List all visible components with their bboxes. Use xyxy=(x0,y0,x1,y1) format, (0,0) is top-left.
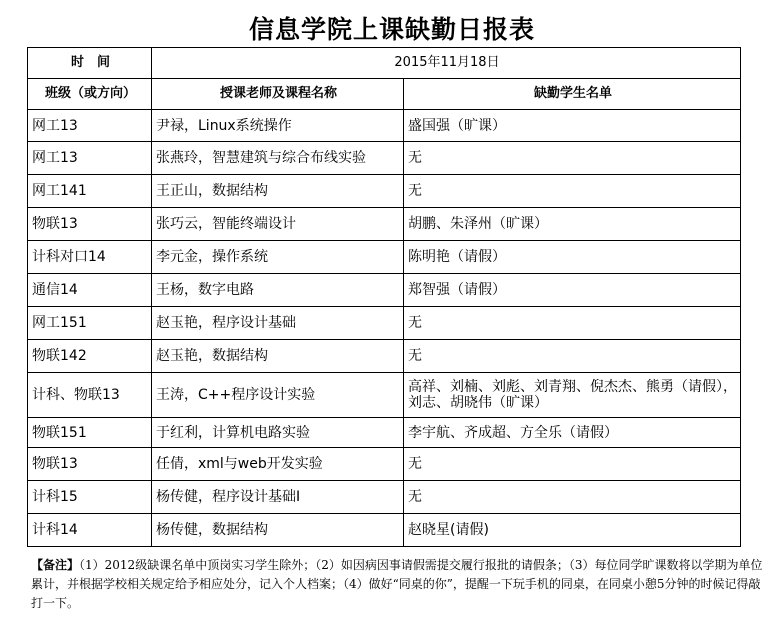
table-row xyxy=(28,208,741,241)
table-row xyxy=(28,175,741,208)
row-class-cell: 网工151 xyxy=(28,307,152,340)
table-row xyxy=(28,142,741,175)
teacher-course-header: 授课老师及课程名称 xyxy=(152,79,404,110)
remarks-label: 【备注】 xyxy=(31,558,80,572)
absent-header: 缺勤学生名单 xyxy=(404,79,741,110)
row-class-cell: 计科15 xyxy=(28,481,152,514)
row-absent-cell: 无 xyxy=(404,340,741,373)
table-row xyxy=(28,274,741,307)
table-row xyxy=(28,514,741,547)
remarks xyxy=(31,556,766,613)
row-class-cell: 物联13 xyxy=(28,448,152,481)
row-absent-cell: 郑智强（请假） xyxy=(404,274,741,307)
row-absent-cell: 无 xyxy=(404,142,741,175)
row-teacher-course-cell: 赵玉艳，程序设计基础 xyxy=(152,307,404,340)
row-class-cell: 物联151 xyxy=(28,418,152,448)
table-row xyxy=(28,481,741,514)
table-row xyxy=(28,340,741,373)
table-row xyxy=(28,110,741,142)
row-teacher-course-cell: 张巧云，智能终端设计 xyxy=(152,208,404,241)
table-row xyxy=(28,307,741,340)
time-row xyxy=(28,48,741,79)
row-absent-cell: 李宇航、齐成超、方全乐（请假） xyxy=(404,418,741,448)
row-teacher-course-cell: 赵玉艳，数据结构 xyxy=(152,340,404,373)
class-header: 班级（或方向） xyxy=(28,79,152,110)
row-class-cell: 网工13 xyxy=(28,110,152,142)
row-absent-cell: 无 xyxy=(404,307,741,340)
row-absent-cell: 无 xyxy=(404,448,741,481)
time-label: 时 间 xyxy=(28,48,152,79)
row-class-cell: 计科14 xyxy=(28,514,152,547)
row-absent-cell: 无 xyxy=(404,481,741,514)
table-row xyxy=(28,448,741,481)
row-absent-cell: 胡鹏、朱泽州（旷课） xyxy=(404,208,741,241)
row-teacher-course-cell: 于红利，计算机电路实验 xyxy=(152,418,404,448)
row-teacher-course-cell: 李元金，操作系统 xyxy=(152,241,404,274)
table-row xyxy=(28,241,741,274)
row-class-cell: 网工141 xyxy=(28,175,152,208)
row-teacher-course-cell: 杨传健，数据结构 xyxy=(152,514,404,547)
row-class-cell: 物联13 xyxy=(28,208,152,241)
row-teacher-course-cell: 尹禄，Linux系统操作 xyxy=(152,110,404,142)
table-row xyxy=(28,373,741,418)
report-date: 2015年11月18日 xyxy=(152,48,741,79)
row-absent-cell: 盛国强（旷课） xyxy=(404,110,741,142)
row-absent-cell: 陈明艳（请假） xyxy=(404,241,741,274)
row-class-cell: 计科、物联13 xyxy=(28,373,152,418)
row-teacher-course-cell: 任倩，xml与web开发实验 xyxy=(152,448,404,481)
row-teacher-course-cell: 杨传健，程序设计基础I xyxy=(152,481,404,514)
row-absent-cell: 无 xyxy=(404,175,741,208)
page-title: 信息学院上课缺勤日报表 xyxy=(248,15,535,44)
row-teacher-course-cell: 王正山，数据结构 xyxy=(152,175,404,208)
row-class-cell: 通信14 xyxy=(28,274,152,307)
absence-table xyxy=(27,47,741,547)
remarks-text: （1）2012级缺课名单中顶岗实习学生除外；（2）如因病因事请假需提交履行报批的请假条；（3）每位同学旷课数将以学期为单位累计，并根据学校相关规定给予相应处分，记入个人档案；（4）做好“同桌的你”，提醒一下玩手机的同桌，在同桌小憩5分钟的时候记得敲打一下。 xyxy=(31,558,763,610)
row-teacher-course-cell: 王涛，C++程序设计实验 xyxy=(152,373,404,418)
table-row xyxy=(28,418,741,448)
row-class-cell: 网工13 xyxy=(28,142,152,175)
row-class-cell: 计科对口14 xyxy=(28,241,152,274)
row-absent-cell: 赵晓星(请假) xyxy=(404,514,741,547)
row-teacher-course-cell: 王杨，数字电路 xyxy=(152,274,404,307)
row-absent-cell: 高祥、刘楠、刘彪、刘青翔、倪杰杰、熊勇（请假），刘志、胡晓伟（旷课） xyxy=(404,373,741,418)
row-teacher-course-cell: 张燕玲，智慧建筑与综合布线实验 xyxy=(152,142,404,175)
header-row xyxy=(28,79,741,110)
row-class-cell: 物联142 xyxy=(28,340,152,373)
